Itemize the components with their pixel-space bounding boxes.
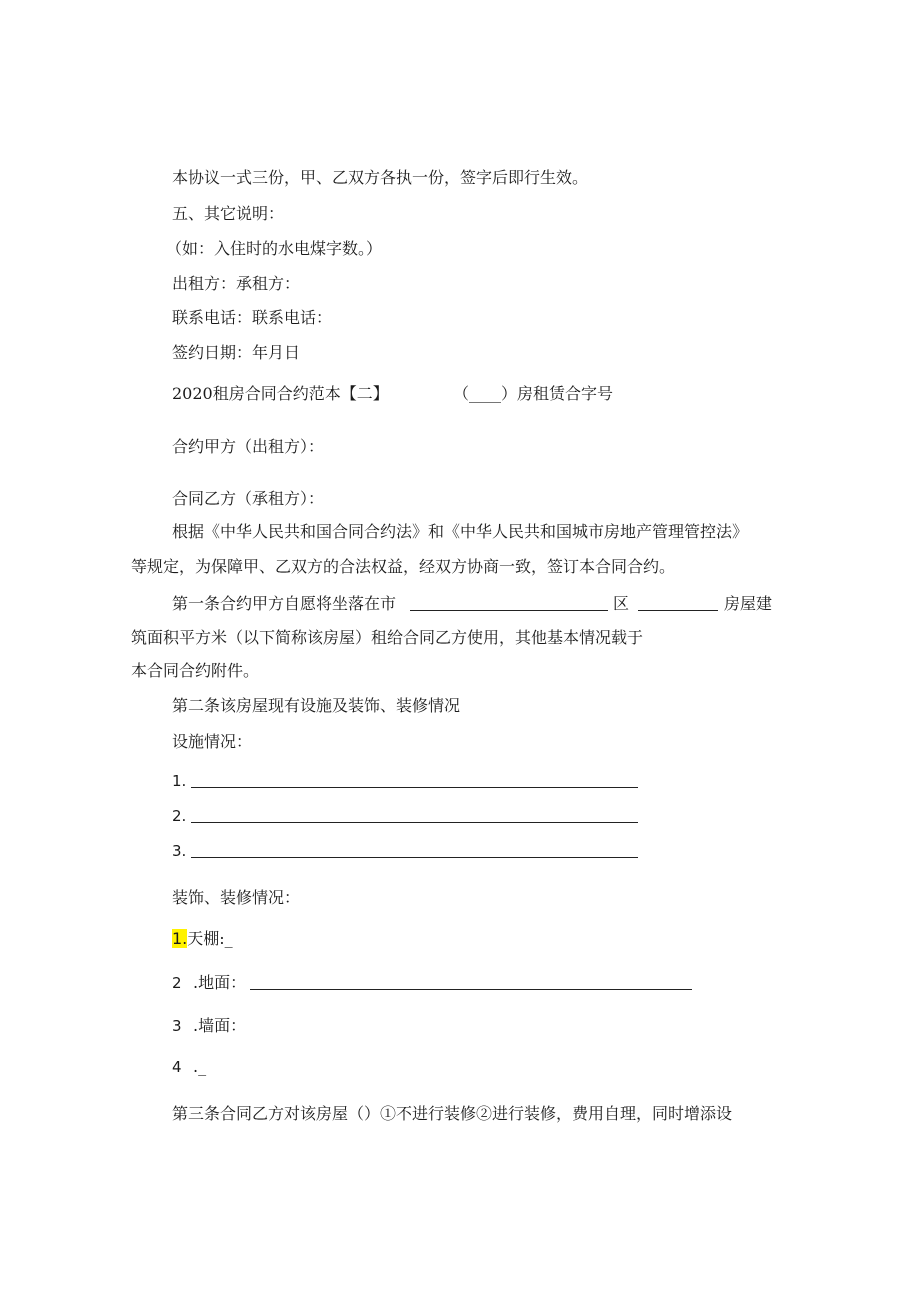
facility-item-3-blank bbox=[191, 857, 638, 858]
section-other-notes: 五、其它说明： bbox=[172, 204, 285, 223]
article-1-part-b: 区 bbox=[613, 594, 630, 613]
contract-title: 2020租房合同合约范本【二】 bbox=[172, 384, 389, 403]
facility-item-2-number: 2. bbox=[172, 807, 187, 825]
decoration-item-2-number: 2 bbox=[172, 974, 182, 992]
basis-paragraph-line-2: 等规定，为保障甲、乙双方的合法权益，经双方协商一致，签订本合同合约。 bbox=[131, 557, 676, 576]
facility-item-2-blank bbox=[191, 822, 638, 823]
notes-example: （如：入住时的水电煤字数。） bbox=[166, 239, 383, 258]
district-blank bbox=[638, 610, 718, 611]
decoration-item-4-text: ._ bbox=[193, 1057, 207, 1076]
lessor-lessee-line: 出租方：承租方： bbox=[172, 274, 301, 293]
article-1-line-3: 本合同合约附件。 bbox=[131, 661, 260, 680]
decoration-label: 装饰、装修情况： bbox=[172, 888, 301, 907]
floor-blank bbox=[250, 989, 692, 990]
facility-item-1-number: 1. bbox=[172, 772, 187, 790]
decoration-item-3-number: 3 bbox=[172, 1017, 182, 1035]
decoration-item-1-number: 1. bbox=[172, 929, 188, 948]
party-a-line: 合约甲方（出租方）： bbox=[172, 437, 325, 456]
facilities-label: 设施情况： bbox=[172, 732, 253, 751]
facility-item-1-blank bbox=[191, 787, 638, 788]
party-b-line: 合同乙方（承租方）： bbox=[172, 489, 325, 508]
agreement-copies-line: 本协议一式三份，甲、乙双方各执一份，签字后即行生效。 bbox=[172, 168, 589, 187]
decoration-item-3-text: .墙面： bbox=[193, 1016, 247, 1035]
article-1-part-c: 房屋建 bbox=[724, 594, 773, 613]
facility-item-3-number: 3. bbox=[172, 842, 187, 860]
basis-paragraph-line-1: 根据《中华人民共和国合同合约法》和《中华人民共和国城市房地产管理管控法》 bbox=[172, 522, 749, 541]
article-1-part-a: 第一条合约甲方自愿将坐落在市 bbox=[172, 594, 397, 613]
contract-number: （____）房租赁合字号 bbox=[453, 384, 614, 403]
decoration-item-4-number: 4 bbox=[172, 1058, 182, 1076]
decoration-item-2-text: .地面： bbox=[193, 973, 247, 992]
decoration-item-1 bbox=[172, 929, 233, 949]
city-blank bbox=[410, 610, 608, 611]
article-3-line: 第三条合同乙方对该房屋（）①不进行装修②进行装修，费用自理，同时增添设 bbox=[172, 1104, 733, 1123]
sign-date-line: 签约日期：年月日 bbox=[172, 343, 301, 362]
phone-line: 联系电话：联系电话： bbox=[172, 308, 333, 327]
article-2-heading: 第二条该房屋现有设施及装饰、装修情况 bbox=[172, 696, 461, 715]
decoration-item-1-text: 天棚:_ bbox=[187, 929, 233, 948]
article-1-line-2: 筑面积平方米（以下简称该房屋）租给合同乙方使用，其他基本情况载于 bbox=[131, 628, 644, 647]
